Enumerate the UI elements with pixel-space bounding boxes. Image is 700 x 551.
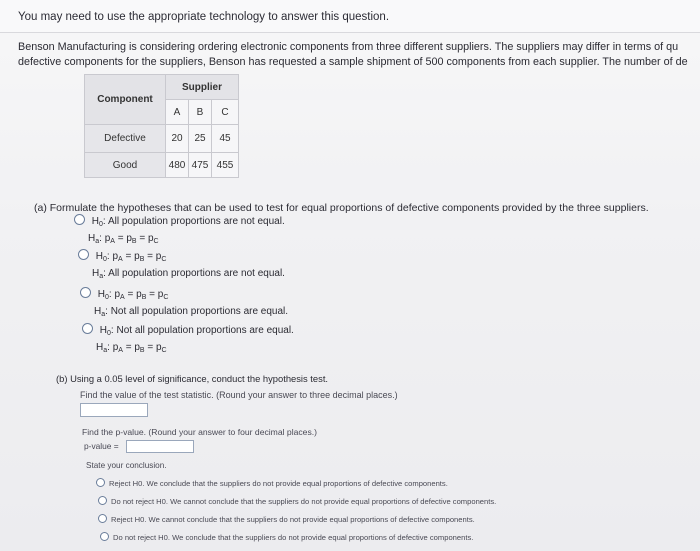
option-4-null-text: Not all population proportions are equal. xyxy=(116,325,294,336)
option-1-null-text: All population proportions are not equal. xyxy=(107,216,285,227)
cell-good-c: 455 xyxy=(212,153,239,178)
radio-icon[interactable] xyxy=(78,249,89,260)
radio-icon[interactable] xyxy=(74,214,85,225)
radio-icon[interactable] xyxy=(82,323,93,334)
conclusion-prompt: State your conclusion. xyxy=(86,461,167,470)
row-label-defective: Defective xyxy=(85,125,166,153)
cell-defective-b: 25 xyxy=(189,125,212,153)
part-a-prompt: (a) Formulate the hypotheses that can be used to test for equal proportions of defective components provided by the three suppliers. xyxy=(34,202,649,214)
conclusion-option-1[interactable]: Reject H0. We conclude that the suppliers do not provide equal proportions of defective components. xyxy=(96,478,448,488)
radio-icon[interactable] xyxy=(98,514,107,523)
cell-good-b: 475 xyxy=(189,153,212,178)
hypothesis-option-4[interactable]: $H_0$: Not all population proportions are equal. $H_a$: $p_A = p_B = p_C$ xyxy=(82,323,294,358)
option-3-alt-text: Not all population proportions are equal. xyxy=(110,306,289,317)
part-b-prompt: (b) Using a 0.05 level of significance, conduct the hypothesis test. xyxy=(56,373,329,384)
problem-intro xyxy=(18,40,700,70)
conclusion-option-4[interactable]: Do not reject H0. We conclude that the suppliers do not provide equal proportions of defective components. xyxy=(100,532,473,542)
option-2-alt-text: All population proportions are not equal. xyxy=(108,268,285,279)
supplier-a: A xyxy=(166,100,189,125)
conclusion-option-2[interactable]: Do not reject H0. We cannot conclude that the suppliers do not provide equal proportions of defective components. xyxy=(98,496,496,506)
top-notice-bar xyxy=(0,0,700,33)
cell-defective-c: 45 xyxy=(212,125,239,153)
radio-icon[interactable] xyxy=(96,478,105,487)
p-value-prompt: Find the p-value. (Round your answer to four decimal places.) xyxy=(82,427,318,437)
supplier-table xyxy=(84,74,239,178)
radio-icon[interactable] xyxy=(80,287,91,298)
supplier-c: C xyxy=(212,100,239,125)
cell-defective-a: 20 xyxy=(166,125,189,153)
supplier-header: Supplier xyxy=(166,75,239,100)
test-statistic-input[interactable] xyxy=(80,403,148,417)
radio-icon[interactable] xyxy=(100,532,109,541)
hypothesis-option-1[interactable]: $H_0$: All population proportions are not equal. $H_a$: $p_A = p_B = p_C$ xyxy=(74,214,285,249)
test-statistic-prompt: Find the value of the test statistic. (Round your answer to three decimal places.) xyxy=(80,390,398,400)
conclusion-option-3[interactable]: Reject H0. We cannot conclude that the suppliers do not provide equal proportions of defective components. xyxy=(98,514,475,524)
row-label-good: Good xyxy=(85,153,166,178)
component-header: Component xyxy=(85,75,166,125)
p-value-label: p-value = xyxy=(84,441,119,451)
p-value-input[interactable] xyxy=(126,440,194,453)
supplier-b: B xyxy=(189,100,212,125)
radio-icon[interactable] xyxy=(98,496,107,505)
cell-good-a: 480 xyxy=(166,153,189,178)
intro-line-1: Benson Manufacturing is considering ordering electronic components from three different suppliers. The suppliers may differ in terms of qu xyxy=(18,41,679,53)
intro-line-2: defective components for the suppliers, Benson has requested a sample shipment of 500 components from each supplier. The number of de xyxy=(18,56,688,68)
hypothesis-option-3[interactable]: $H_0$: $p_A = p_B = p_C$ $H_a$: Not all population proportions are equal. xyxy=(80,287,288,322)
hypothesis-option-2[interactable]: $H_0$: $p_A = p_B = p_C$ $H_a$: All population proportions are not equal. xyxy=(78,249,285,284)
technology-notice: You may need to use the appropriate technology to answer this question. xyxy=(18,11,390,23)
